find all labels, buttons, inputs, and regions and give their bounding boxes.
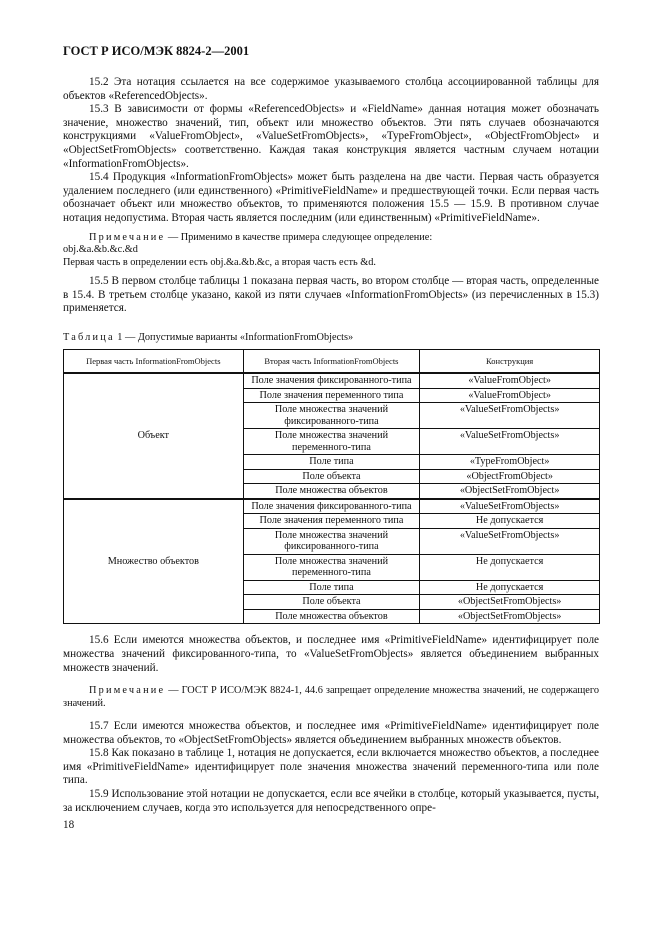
cell-first-part: Объект: [64, 373, 244, 499]
note-1-code: obj.&a.&b.&c.&d: [63, 244, 138, 256]
table-caption-text: 1 — Допустимые варианты «InformationFromObjects»: [114, 331, 354, 343]
cell-second-part: Поле множества значений переменного-типа: [243, 429, 420, 455]
paragraph-15-8: 15.8 Как показано в таблице 1, нотация не допускается, если включается множество объектов, а последнее имя «PrimitiveFieldName» идентифицирует поле значения множества значений переменного-типа или поле типа.: [63, 747, 599, 787]
cell-construct: «ObjectSetFromObjects»: [420, 609, 600, 624]
cell-construct: «ValueFromObject»: [420, 388, 600, 403]
cell-second-part: Поле типа: [243, 455, 420, 470]
note-1-tail: Первая часть в определении есть obj.&a.&b.&c, а вторая часть есть &d.: [63, 256, 376, 268]
paragraph-15-4: 15.4 Продукция «InformationFromObjects» может быть разделена на две части. Первая часть образуется удалением последнего (или единственного) «PrimitiveFieldName» и предшествующей точки. Если первая часть обозначает объект или множество объектов, то применяются положения 15.5 — 15.9. В противном случае нотация недопустима. Вторая часть является последним (или единственным) «PrimitiveFieldName».: [63, 171, 599, 224]
cell-construct: «ObjectSetFromObjects»: [420, 595, 600, 610]
cell-construct: Не допускается: [420, 514, 600, 529]
cell-construct: «ValueSetFromObjects»: [420, 403, 600, 429]
table-information-from-objects: [63, 349, 600, 624]
table-caption: [63, 332, 599, 345]
note-2: [63, 685, 599, 710]
note-text: — Применимо в качестве примера следующее определение:: [165, 231, 433, 243]
cell-second-part: Поле множества значений фиксированного-типа: [243, 528, 420, 554]
note-1: [63, 232, 599, 245]
cell-construct: «ValueSetFromObjects»: [420, 499, 600, 514]
cell-construct: «ObjectSetFromObject»: [420, 484, 600, 499]
paragraph-15-5: 15.5 В первом столбце таблицы 1 показана первая часть, во втором столбце — вторая часть, определенные в 15.4. В третьем столбце указано, какой из пяти случаев «InformationFromObjects» (из перечисленных в 15.3) применяется.: [63, 275, 599, 315]
cell-first-part: Множество объектов: [64, 499, 244, 624]
cell-second-part: Поле значения фиксированного-типа: [243, 373, 420, 388]
paragraph-15-9: 15.9 Использование этой нотации не допускается, если все ячейки в столбце, который указывается, пусты, за исключением случаев, когда это используется для непосредственного опре-: [63, 788, 599, 814]
cell-second-part: Поле типа: [243, 580, 420, 595]
cell-second-part: Поле множества значений фиксированного-типа: [243, 403, 420, 429]
cell-second-part: Поле множества объектов: [243, 484, 420, 499]
cell-second-part: Поле объекта: [243, 469, 420, 484]
table-row: [64, 373, 600, 388]
note-label: Примечание: [89, 231, 166, 243]
cell-second-part: Поле объекта: [243, 595, 420, 610]
cell-construct: «ObjectFromObject»: [420, 469, 600, 484]
cell-construct: «ValueSetFromObjects»: [420, 528, 600, 554]
paragraph-15-2: 15.2 Эта нотация ссылается на все содержимое указываемого столбца ассоциированной таблицы для объектов «ReferencedObjects».: [63, 76, 599, 102]
page-number: 18: [63, 819, 75, 832]
cell-second-part: Поле значения переменного типа: [243, 388, 420, 403]
column-header: Первая часть InformationFromObjects: [64, 350, 244, 374]
cell-second-part: Поле множества значений переменного-типа: [243, 554, 420, 580]
table-caption-label: Таблица: [63, 331, 115, 343]
note-text: — ГОСТ Р ИСО/МЭК 8824-1, 44.6 запрещает определение множества значений, не содержащего значений.: [63, 685, 599, 709]
paragraph-15-6: 15.6 Если имеются множества объектов, и последнее имя «PrimitiveFieldName» идентифицирует поле множества значений фиксированного-типа, то «ValueSetFromObjects» является объединением выбранных множеств значений.: [63, 634, 599, 674]
paragraph-15-3: 15.3 В зависимости от формы «ReferencedObjects» и «FieldName» данная нотация может обозначать значение, множество значений, тип, объект или множество объектов. Эти пять случаев обозначаются конструкциями «ValueFromObject», «ValueSetFromObjects», «TypeFromObject», «ObjectFromObject» и «ObjectSetFromObjects» соответственно. Каждая такая конструкция является частным случаем нотации «InformationFromObjects».: [63, 103, 599, 170]
cell-construct: Не допускается: [420, 554, 600, 580]
table-row: [64, 499, 600, 514]
paragraph-15-7: 15.7 Если имеются множества объектов, и последнее имя «PrimitiveFieldName» идентифицирует поле множества объектов, то «ObjectSetFromObjects» является объединением выбранных множеств объектов.: [63, 720, 599, 746]
cell-construct: «ValueSetFromObjects»: [420, 429, 600, 455]
cell-second-part: Поле значения переменного типа: [243, 514, 420, 529]
document-header: ГОСТ Р ИСО/МЭК 8824-2—2001: [63, 44, 250, 58]
cell-second-part: Поле множества объектов: [243, 609, 420, 624]
cell-construct: Не допускается: [420, 580, 600, 595]
cell-second-part: Поле значения фиксированного-типа: [243, 499, 420, 514]
cell-construct: «ValueFromObject»: [420, 373, 600, 388]
cell-construct: «TypeFromObject»: [420, 455, 600, 470]
note-label: Примечание: [89, 685, 166, 697]
column-header: Вторая часть InformationFromObjects: [243, 350, 420, 374]
column-header: Конструкция: [420, 350, 600, 374]
